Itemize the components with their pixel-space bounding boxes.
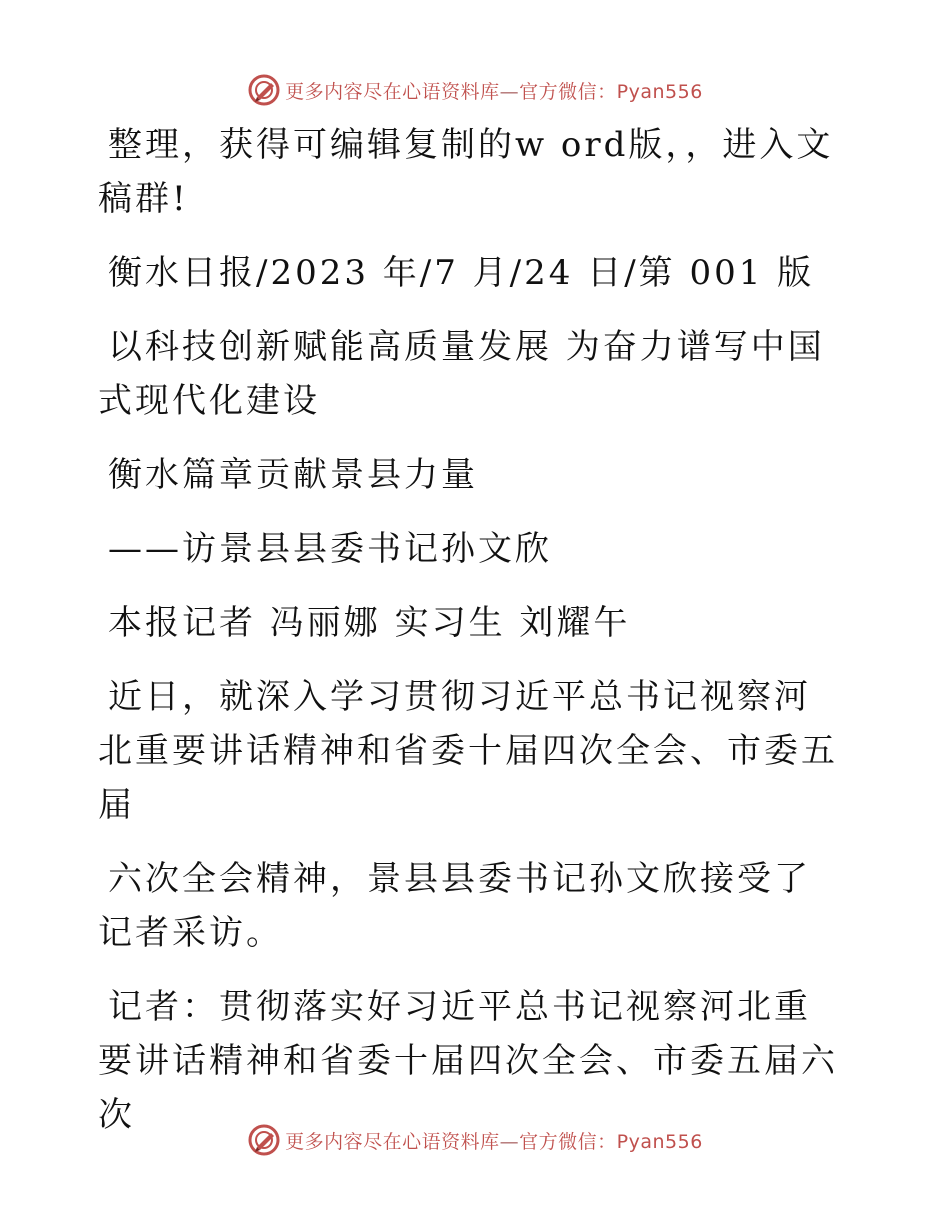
paragraph-body-3: 记者：贯彻落实好习近平总书记视察河北重要讲话精神和省委十届四次全会、市委五届六次 [98,987,838,1135]
paragraph-source: 衡水日报/2023 年/7 月/24 日/第 001 版 [108,253,815,293]
paragraph-headline: 以科技创新赋能高质量发展 为奋力谱写中国式现代化建设 [98,327,825,421]
watermark-contact-text: 官方微信：Pyan556 [519,1130,703,1153]
watermark-separator: — [499,80,520,103]
footer-watermark [0,1120,950,1160]
watermark-main-text: 更多内容尽在心语资料库 [285,1130,500,1153]
watermark-main-text: 更多内容尽在心语资料库 [285,80,500,103]
logo-seal-icon [247,73,281,107]
watermark-text [285,1127,703,1154]
watermark-separator: — [499,1130,520,1153]
watermark-contact-text: 官方微信：Pyan556 [519,80,703,103]
watermark-text [285,77,703,104]
paragraph-subtitle: ——访景县县委书记孙文欣 [108,529,552,569]
paragraph-byline: 本报记者 冯丽娜 实习生 刘耀午 [108,603,631,643]
paragraph-body-2: 六次全会精神，景县县委书记孙文欣接受了记者采访。 [98,859,811,953]
watermark-group [247,73,703,107]
paragraph-intro: 整理，获得可编辑复制的w ord版，，进入文稿群! [98,125,834,219]
paragraph-body-1: 近日，就深入学习贯彻习近平总书记视察河北重要讲话精神和省委十届四次全会、市委五届 [98,677,838,825]
header-watermark [0,70,950,110]
paragraph-headline-cont: 衡水篇章贡献景县力量 [108,455,478,495]
watermark-group [247,1123,703,1157]
logo-seal-icon [247,1123,281,1157]
document-body [98,118,838,1162]
